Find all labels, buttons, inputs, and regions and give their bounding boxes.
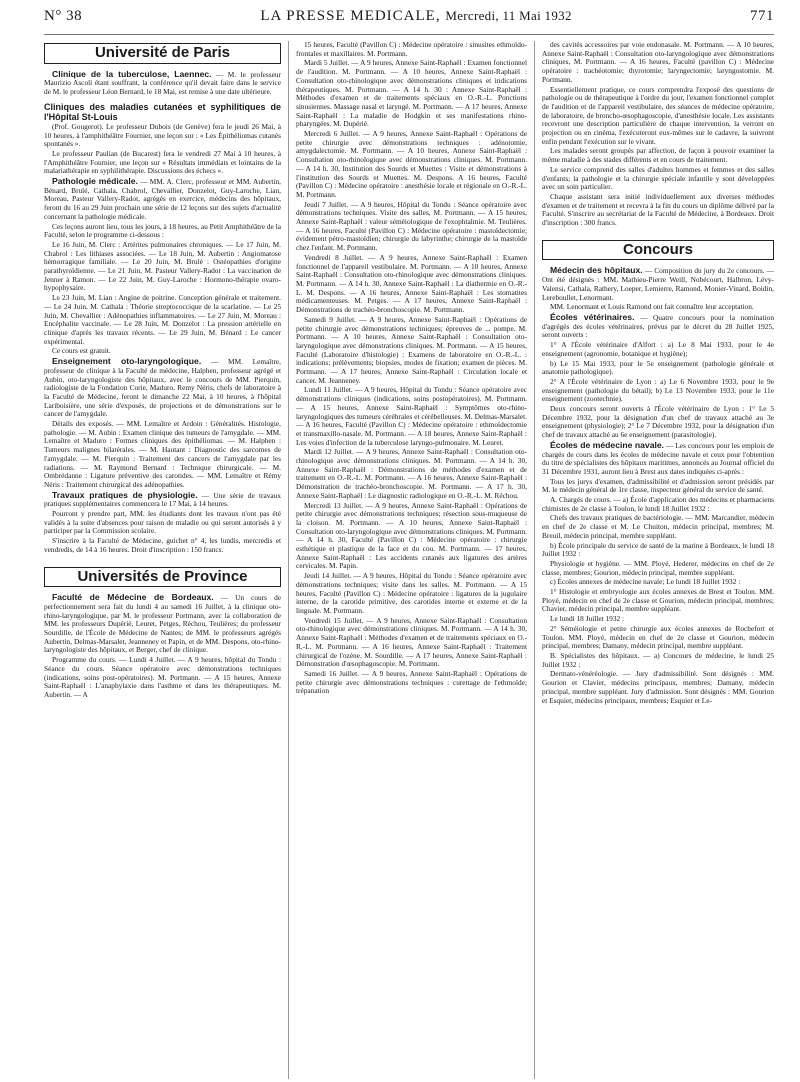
- article-body: Le professeur Paulian (de Bucarest) fera le vendredi 27 Mai à 10 heures, à l'Amphithéâtre Fournier, une leçon sur « Résultats immédiats et lointains de la malariathérapie en syphilithérapie. Discussions des échecs ».: [44, 148, 281, 176]
- article-body: 2° Séméiologie et petite chirurgie aux écoles annexes de Rochefort et Toulon. MM. Ployé, médecin en chef de 2e classe et Gourion, médecin principal, membres; Damany, médecin principal, membre suppléant.: [542, 623, 774, 651]
- program-paragraph: Lundi 11 Juillet. — A 9 heures, Hôpital du Tondu : Séance opératoire avec démonstrations cliniques (indications, soins postopératoires). M. Portmann. — A 15 heures, Annexe Saint-Raphaël : Symptômes oto-rhino-laryngologiques des tumeurs cérébrales et cérébelleuses. M. Delmas-Marsalet. — A 16 heures, Faculté (Pavillon C) : Médecine opératoire : ethmoïdectomie et transmaxillo-nasale. M. Portmann. — A 18 heures, Annexe Saint-Raphaël : Les voies d'infection de la tuberculose laryngo-pulmonaire. M. Leuret.: [296, 385, 527, 447]
- article-body: Dermato-vénéréologie. — Jury d'admissibilité. Sont désignés : MM. Gourion et Clavier, médecins principaux, membres; Damany, médecin principal, membre suppléant. Jury d'admission. Sont désignés : MM. Gourion et Esquier, médecins principaux, membres; Esquier et Le-: [542, 669, 774, 705]
- article-body: Deux concours seront ouverts à l'École vétérinaire de Lyon : 1° Le 5 Décembre 1932, pour la désignation d'un chef de travaux attaché au 3e enseignement (physiologie); 2° Le 7 Décembre 1932, pour la désignation d'un chef de travaux attaché au 6e enseignement (parasitologie).: [542, 404, 774, 440]
- article-body: Programme du cours. — Lundi 4 Juillet. — A 9 heures, hôpital du Tondu : Séance du cours. Séance opératoire avec démonstrations techniques (indications, soins post-opératoires). M. Portmann. — A 15 heures, Annexe Saint-Raphaël : L'anaphylaxie dans l'asthme et dans les thérapeutiques. M. Aubertin. — A: [44, 655, 281, 699]
- article-body: — M. le professeur Maurizio Ascoli étant souffrant, la conférence qu'il devait faire dans le service de M. le professeur Léon Bernard, le 18 Mai, est remise à une date ultérieure.: [44, 69, 281, 97]
- article-body: — MM. A. Clerc, professeur et MM. Aubertin, Bénard, Brulé, Cathala, Chabrol, Chevallier, Donzelot, Guy-Laroche, Lian, Moreau, Pasteur Vallery-Radot, agrégés en exercice, médecins des hôpitaux, feront du 16 au 29 Juin prochain une série de 12 leçons sur des sujets d'actualité concernant la pathologie médicale.: [44, 177, 281, 221]
- article-body: Chefs des travaux pratiques de bactériologie. — MM. Marcandier, médecin en chef de 2e classe et M. Le Chuiton, médecin principal, membres; M. Breuil, médecin principal, membre suppléant.: [542, 513, 774, 540]
- program-paragraph: des cavités accessoires par voie endonasale. M. Portmann. — A 10 heures, Annexe Saint-Raphaël : Consultation oto-laryngologique avec démonstrations cliniques, M. Portmann. — A 16 heures, Faculté (pavillon C) : Médecine opératoire : trachéotomie; thyrotomie; laryngectomie; laryngostomie. M. Portmann.: [542, 41, 774, 84]
- article-title: Écoles vétérinaires.: [550, 311, 635, 322]
- article-body: Pourront y prendre part, MM. les étudiants dont les travaux n'ont pas été validés à la suite d'absences pour raison de maladie ou qui seront autorisés à y participer par la Commission scolaire.: [44, 509, 281, 536]
- program-paragraph: Jeudi 14 Juillet. — A 9 heures, Hôpital du Tondu : Séance opératoire avec démonstrations techniques; visite dans les salles. M. Portmann. — A 15 heures, Faculté (Pavillon C) : Médecine opératoire : ligatures de la jugulaire interne, de la carotide primitive, des carotides interne et externe et de la linguale. M. Portmann.: [296, 571, 527, 615]
- journal-title: LA PRESSE MEDICALE,: [260, 8, 441, 24]
- article-title: Travaux pratiques de physiologie.: [52, 489, 198, 500]
- page-number: 771: [749, 8, 774, 24]
- program-paragraph: Vendredi 15 Juillet. — A 9 heures, Annexe Saint-Raphaël : Consultation oto-rhinologique avec démonstrations cliniques. M. Portmann. — A 14 h. 30, Annexe Saint-Raphaël : Méthodes d'examen et de traitements spéciaux en O.-R.-L. M. Portmann. — A 16 heures, Annexe Saint-Raphaël : Traitement chirurgical de l'ozène. M. Sourdille. — A 17 heures, Annexe Saint-Raphaël : Démonstration d'œsophagoscopie. M. Portmann.: [296, 615, 527, 669]
- article-body: Essentiellement pratique, ce cours comprendra l'exposé des questions de pathologie ou de thérapeutique à l'ordre du jour, l'examen fonctionnel complet de l'audition et de l'appareil vestibulaire, des séances de médecine opératoire, de laboratoire, de broncho-œsophagoscopie, d'anesthésie locale. Les assistants recevront une description particulière de chaque intervention, la verront en projection ou en cinéma, l'exécuteront eux-mêmes sur le cadavre, la suivront enfin pendant l'exécution sur le vivant.: [542, 84, 774, 146]
- article-body: — MM. Lemaître, professeur de clinique à la Faculté de médecine, Halphen, professeur agrégé et Aubin, oto-laryngologiste des hôpitaux, avec le concours de MM. Pierquin, radiologiste de la Fondation Curie, Maduro, Remy Néris, chefs de laboratoire à la Faculté de Médecine, feront le dimanche 22 Mai, à 10 heures, à l'hôpital Lariboisière, une série d'exposés, de projections et de démonstrations sur le cancer de l'amygdale.: [44, 357, 282, 419]
- issue-number: N° 38: [44, 8, 83, 24]
- program-paragraph: Jeudi 7 Juillet. — A 9 heures, Hôpital du Tondu : Séance opératoire avec démonstrations techniques. Visite des salles, M. Portmann. — A 15 heures, Annexe Saint-Raphaël : valeur séméiologique de l'exophtalmie. M. Teulières. — A 16 heures, Faculté (Pavillon C) : Médecine opératoire : mastoïdectomie; évidement pétro-mastoïdien; chirurgie du labyrinthe; chirurgie de la mastoïde chez l'enfant. M. Portmann.: [296, 199, 527, 253]
- article-body: Chaque assistant sera initié individuellement aux diverses méthodes d'examen et de traitement et recevra à la fin du cours un diplôme délivré par la Faculté. S'inscrire au secrétariat de la Faculté de Médecine, à Bordeaux. Droit d'inscription : 300 francs.: [542, 191, 774, 228]
- program-paragraph: Samedi 16 Juillet. — A 9 heures, Annexe Saint-Raphaël : Opérations de petite chirurgie avec démonstrations techniques : curettage de l'ethmoïde; trépanation: [296, 668, 527, 696]
- article-body: Le 23 Juin, M. Lian : Angine de poitrine. Conception générale et traitement. — Le 24 Juin, M. Cathala : Théorie streptococcique de la scarlatine. — Le 25 Juin, M. Chevallier : Adénopathies inflammatoires. — Le 27 Juin, M. Moreau : Encéphalite vaccinale. — Le 28 Juin, M. Donzelot : La pression artérielle en clinique d'après les travaux récents. — Le 29 Juin, M. Bénard : Le cancer expérimental.: [44, 293, 281, 346]
- issue-date: Mercredi, 11 Mai 1932: [445, 8, 572, 23]
- article-body: b) École principale du service de santé de la marine à Bordeaux, le lundi 18 Juillet 1932 :: [542, 540, 774, 559]
- article-body: — Un cours de perfectionnement sera fait du lundi 4 au samedi 16 Juillet, à la clinique oto-rhino-laryngologique, par M. le professeur Portmann, avec la collaboration de MM. les professeurs Dupérié, Leuret, Petges, Réchou, Teulières; du professeur Sourdille, de l'École de Médecine de Nantes; de MM. le professeurs agrégés Aubertin, Delmas-Marsalet, Jeanneney et Papin, et de MM. Despons, oto-rhino-laryngologiste des hôpitaux, et Berger, chef de clinique.: [44, 593, 281, 655]
- article-title: Pathologie médicale.: [52, 176, 138, 187]
- article-body: Le lundi 18 Juillet 1932 :: [550, 614, 625, 624]
- section-title-concours: Concours: [542, 240, 774, 261]
- article-body: A. Chargés de cours. — a) École d'application des médecins et pharmaciens chimistes de 2e classe à Toulon, le lundi 18 Juillet 1932 :: [542, 495, 774, 513]
- article-body: — Quatre concours pour la nomination d'agrégés des écoles vétérinaires, prévus par le décret du 28 Juillet 1925, seront ouverts :: [542, 312, 774, 340]
- article-title: Clinique de la tuberculose, Laennec.: [52, 68, 212, 79]
- article-body: Le 16 Juin, M. Clerc : Artérites pulmonaires chroniques. — Le 17 Juin, M. Chabrol : Les lithiases associées. — Le 18 Juin, M. Aubertin : Angiomatose hémorragique familiale. — Le 20 Juin, M. Brulé : Ostéopathies d'origine parathyroïdienne. — Le 21 Juin, M. Pasteur Vallery-Radot : La vaccination de Jenner à Ramon. — Le 22 Juin, M. Guy-Laroche : Hormono-thérapie ovaro-hypophysaire.: [44, 239, 281, 293]
- article-title: Cliniques des maladies cutanées et syphilitiques de l'Hôpital St-Louis: [44, 101, 281, 122]
- program-paragraph: Vendredi 8 Juillet. — A 9 heures, Annexe Saint-Raphaël : Examen fonctionnel de l'appareil vestibulaire. M. Portmann. — A 10 heures, Annexe Saint-Raphaël : Consultation oto-rhinologique avec démonstrations cliniques. M. Portmann. — A 14 h. 30, Annexe Saint-Raphaël : La diathermie en O.-R.-L. M. Despons. — A 16 heures, Annexe Saint-Raphaël : Les stomatites médicamenteuses. M. Petges. — A 17 heures, Annexe Saint-Raphaël : Démonstrations de trachéo-bronchoscopie. M. Portmann.: [296, 252, 527, 315]
- program-paragraph: Mercredi 13 Juillet. — A 9 heures, Annexe Saint-Raphaël : Opérations de petite chirurgie avec démonstrations techniques; résection sous-muqueuse de la cloison. M. Portmann. — A 10 heures, Annexe Saint-Raphaël : Consultation oto-laryngologique avec démonstrations cliniques. M. Portmann. — A 14 h. 30, Faculté (Pavillon C) : Médecine opératoire : chirurgie esthétique et plastique de la face et du cou. M. Portmann. — 17 heures, Annexe Saint-Raphaël : Les accidents cutanés aux ligatures des artères cervicales. M. Papin.: [296, 500, 527, 571]
- columns: [44, 41, 774, 1079]
- section-title-province: Universités de Province: [44, 567, 281, 588]
- article-body: — Les concours pour les emplois de chargés de cours dans les écoles de médecine navale et ceux pour l'obtention du titre de spécialistes des hôpitaux maritimes, annoncés au Journal officiel du 31 Décembre 1931, auront lieu à Brest aux dates indiquées ci-après :: [542, 440, 774, 476]
- article-body: Tous les jurys d'examen, d'admissibilité et d'admission seront présidés par M. le médecin général de 1re classe, inspecteur général du service de santé.: [542, 476, 774, 495]
- section-title-paris: Université de Paris: [44, 43, 281, 64]
- article-body: Les malades seront groupés par affection, de façon à pouvoir examiner la même maladie à des stades différents et en cours de traitement.: [542, 146, 774, 165]
- program-paragraph: Mardi 12 Juillet. — A 9 heures, Annexe Saint-Raphaël : Consultation oto-rhinologique avec démonstrations cliniques. M. Portmann. — A 14 h. 30, Annexe Saint-Raphaël : Démonstrations de méthodes d'examen et de traitement en O.-R.-L. M. Portmann. — A 16 heures, Annexe Saint-Raphaël : Démonstration de trachéo-bronchoscopie. M. Portmann. — A 17 h. 30, Annexe Saint-Raphaël : Le diagnostic radiologique en O.-R.-L. M. Réchou.: [296, 447, 527, 500]
- column-1: [44, 41, 288, 1079]
- article-title: Faculté de Médecine de Bordeaux.: [52, 592, 214, 603]
- article-body: 1° A l'École vétérinaire d'Alfort : a) Le 8 Mai 1933, pour le 4e enseignement (agronomie, botanique et hygiène);: [542, 340, 774, 358]
- column-2: [288, 41, 534, 1079]
- article-body: — Composition du jury du 2e concours. — Ont été désignés : MM. Mathieu-Pierre Weill, Nobécourt, Halbron, Lévy-Valensi, Cathala, Rathery, Loeper, Lemierre, Ramond, Monier-Vinard, Boidin, Lereboullet, Lenormant.: [542, 266, 774, 302]
- article-body: Physiologie et hygiène. — MM. Ployé, Hederer, médecins en chef de 2e classe, membres; Gourion, médecin principal, membre suppléant.: [542, 558, 774, 577]
- article-body: 1° Histologie et embryologie aux écoles annexes de Brest et Toulon. MM. Ployé, médecin en chef de 2e classe et Gourion, médecin principal, membres; Chavier, médecin principal, membre suppléant.: [542, 587, 774, 614]
- article-title: Enseignement oto-laryngologique.: [52, 356, 202, 367]
- program-paragraph: Mercredi 6 Juillet. — A 9 heures, Annexe Saint-Raphaël : Opérations de petite chirurgie avec démonstrations techniques : adénotomie, amygdalectomie. M. Portmann. — A 10 heures, Annexe Saint-Raphaël : Consultation oto-rhinologique avec démonstrations cliniques. M. Portmann. — A 14 h. 30, Institution des Sourds et Muettes : Visite et démonstrations à l'institution des Sourds et Muettes. M. Despons. A 16 heures, Faculté (Pavillon C) : Médecine opératoire : anesthésie locale et régionale en O.-R.-L. M. Portmann.: [296, 129, 527, 199]
- article-body: c) Écoles annexes de médecine navale; Le lundi 18 Juillet 1932 :: [550, 577, 741, 587]
- article-body: Le service comprend des salles d'adultes hommes et femmes et des salles d'enfants; la pathologie et la chirurgie spéciale infantile y sont développées avec un soin particulier.: [542, 164, 774, 192]
- masthead: [44, 8, 774, 35]
- article-body: Ce cours est gratuit.: [52, 346, 111, 356]
- article-body: — Une série de travaux pratiques supplémentaires commencera le 17 Mai, à 14 heures.: [44, 490, 281, 509]
- article-body: S'inscrire à la Faculté de Médecine, guichet n° 4, les lundis, mercredis et vendredis, de 14 à 16 heures. Droit d'inscription : 150 francs.: [44, 536, 281, 554]
- program-paragraph: Samedi 9 Juillet. — A 9 heures, Annexe Saint-Raphaël : Opérations de petite chirurgie avec démonstrations techniques; épreuves de ... pompe. M. Portmann. — A 10 heures, Annexe Saint-Raphaël : Consultation oto-laryngologique avec démonstrations cliniques. M. Portmann. — A 15 heures, Faculté (Laboratoire d'histologie) : Examens de laboratoire en O.-R.-L. : indications; prélèvements; biopsies, modes de fixation; examen de pièces. M. Portmann. — A 17 heures, Annexe Saint-Raphaël : Circulation locale et cancer. M. Jeanneney.: [296, 314, 527, 385]
- article-body: b) Le 15 Mai 1933, pour le 5e enseignement (pathologie générale et anatomie pathologique).: [542, 358, 774, 377]
- journal-title-line: [260, 8, 571, 25]
- article-title: Médecin des hôpitaux.: [550, 265, 643, 276]
- program-paragraph: 15 heures, Faculté (Pavillon C) : Médecine opératoire : sinusites ethmoïdo-frontales et maxillaires. M. Portmann.: [296, 41, 527, 58]
- article-body: 2° A l'École vétérinaire de Lyon : a) Le 6 Novembre 1933, pour le 9e enseignement (pathologie du bétail); b) Le 13 Novembre 1933, pour le 11e enseignement (zootechnie).: [542, 376, 774, 404]
- column-3: [534, 41, 774, 1079]
- program-paragraph: Mardi 5 Juillet. — A 9 heures, Annexe Saint-Raphaël : Examen fonctionnel de l'audition. M. Portmann. — A 10 heures, Annexe Saint-Raphaël : Consultation oto-rhinologique avec démonstrations cliniques et indications thérapeutiques. M. Portmann. — A 14 h. 30 : Annexe Saint-Raphaël : Méthodes d'examen et de traitements spéciaux en O.-R.-L. Ponctions sinusiennes. Massage nasal et laryngé. M. Portmann. — A 17 heures, Annexe Saint-Raphaël : La maladie de Hodgkin et ses manifestations rhino-pharyngées. M. Dupérié.: [296, 58, 527, 129]
- article-body: Détails des exposés. — MM. Lemaître et Ardoin : Généralités. Histologie, pathologie. — M. Aubin : Examen clinique des tumeurs de l'amygdale. — MM. Lemaître et Maduro : Formes cliniques des épithéliomas. — M. Halphen : Tumeurs malignes bilatérales. — M. Hautant : Diagnostic des sarcomes de l'amygdale. — M. Pierquin : Traitement des cancers de l'amygdale par les radiations. — M. Raymond Bernard : Technique chirurgicale. — M. Ombrédanne : Ligature préventive des carotides. — MM. Lemaître et Rémy Néris : Traitement chirurgical des adénopathies.: [44, 419, 281, 489]
- article-title: Écoles de médecine navale.: [550, 439, 665, 450]
- article-body: MM. Lenormant et Louis Ramond ont fait connaître leur acceptation.: [550, 302, 754, 312]
- article-body: Ces leçons auront lieu, tous les jours, à 18 heures, au Petit Amphithéâtre de la Faculté, selon le programme ci-dessous :: [44, 221, 281, 240]
- article-body: B. Spécialistes des hôpitaux. — a) Concours de médecine, le lundi 25 Juillet 1932 :: [542, 651, 774, 669]
- article-body: (Prof. Gougerot). Le professeur Dubois (de Genève) fera le jeudi 26 Mai, à 10 heures, à l'amphithéâtre Fournier, une leçon sur : « Les Épithéliomas cutanés spontanés ».: [44, 121, 281, 149]
